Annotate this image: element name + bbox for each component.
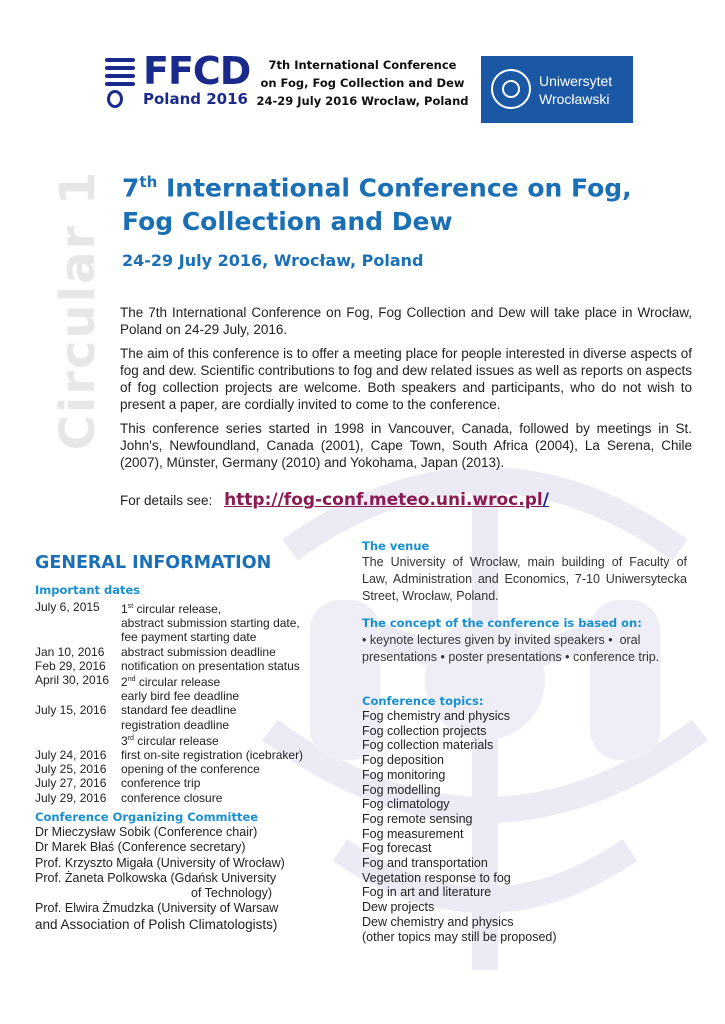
event-text: 1 xyxy=(121,602,128,616)
committee-member: Dr Mieczysław Sobik (Conference chair) xyxy=(35,825,258,839)
date-row xyxy=(35,616,303,630)
bullet-icon: • xyxy=(608,633,613,647)
event-cell xyxy=(121,630,256,644)
date-row xyxy=(35,732,303,748)
university-name-line: Wrocławski xyxy=(539,91,610,107)
event-text-rest: circular release xyxy=(133,733,219,748)
university-name-line: Uniwersytet xyxy=(539,73,613,89)
event-cell xyxy=(121,791,222,805)
topic-item: Fog climatology xyxy=(362,797,450,812)
date-row xyxy=(35,630,303,644)
date-cell: July 15, 2016 xyxy=(35,703,107,718)
committee-member: Prof. Krzyszto Migała (University of Wrocław) xyxy=(35,855,285,870)
date-cell xyxy=(35,718,121,732)
event-cell xyxy=(121,659,300,673)
date-row xyxy=(35,659,303,673)
event-text: abstract submission deadline xyxy=(121,644,276,659)
drop-icon xyxy=(107,90,123,108)
date-row xyxy=(35,791,303,805)
event-cell xyxy=(121,776,200,790)
committee-member: Prof. Żaneta Polkowska (Gdańsk University xyxy=(35,870,277,885)
committee-member: Dr Marek Błaś (Conference secretary) xyxy=(35,840,246,855)
topic-item: Vegetation response to fog xyxy=(362,870,511,885)
event-cell xyxy=(121,600,221,616)
concept-item: oral presentations xyxy=(362,633,641,664)
date-cell: July 29, 2016 xyxy=(35,790,107,805)
header-conf-line: 24-29 July 2016 Wroclaw, Poland xyxy=(256,94,469,108)
topic-item: Fog remote sensing xyxy=(362,811,473,826)
page-subtitle: 24-29 July 2016, Wrocław, Poland xyxy=(122,251,424,270)
event-cell xyxy=(121,645,276,659)
event-ordinal-sup: nd xyxy=(127,676,136,684)
details-line xyxy=(120,490,549,510)
date-cell: July 25, 2016 xyxy=(35,762,107,777)
venue-heading: The venue xyxy=(362,539,430,553)
event-cell xyxy=(121,689,239,703)
date-row xyxy=(35,762,303,776)
date-row xyxy=(35,689,303,703)
topic-item: Fog and transportation xyxy=(362,856,488,871)
date-cell xyxy=(35,630,121,644)
committee-member-cont: of Technology) xyxy=(191,886,273,901)
concept-list xyxy=(362,632,687,665)
event-text-rest: circular release, xyxy=(133,602,222,616)
date-row xyxy=(35,645,303,659)
event-cell xyxy=(121,762,260,776)
ffcd-logo xyxy=(105,49,251,114)
topic-item: Dew chemistry and physics xyxy=(362,914,514,929)
title-line2: Fog Collection and Dew xyxy=(122,207,453,237)
topic-item: Fog collection materials xyxy=(362,738,494,753)
intro-text xyxy=(120,304,692,478)
date-cell: July 24, 2016 xyxy=(35,748,107,763)
bullet-icon: • xyxy=(565,649,570,664)
ffcd-logo-subtitle: Poland 2016 xyxy=(143,90,248,108)
date-row xyxy=(35,673,303,689)
bullet-icon: • xyxy=(362,633,367,647)
university-name xyxy=(539,72,612,108)
date-cell xyxy=(35,689,121,703)
event-text: 2 xyxy=(121,675,128,690)
date-row xyxy=(35,748,303,762)
university-logo xyxy=(481,56,633,123)
important-dates-heading: Important dates xyxy=(35,583,141,597)
conference-website-link[interactable] xyxy=(224,490,549,510)
date-cell xyxy=(35,616,121,630)
event-text: notification on presentation status xyxy=(121,658,300,673)
date-row xyxy=(35,776,303,790)
event-cell xyxy=(121,703,236,717)
intro-paragraph: This conference series started in 1998 in Vancouver, Canada, followed by meetings in St. John's, Newfoundland, Canada (2001), Cape Town, South Africa (2004), La Serena, Chile (2007), Münster, Germany (2010) and Yokohama, Japan (2013). xyxy=(120,421,692,470)
topics-heading: Conference topics: xyxy=(362,694,484,708)
topic-item: Fog in art and literature xyxy=(362,885,492,900)
concept-heading: The concept of the conference is based on: xyxy=(362,616,642,630)
important-dates-list xyxy=(35,600,303,805)
date-cell: July 6, 2015 xyxy=(35,600,100,614)
link-text[interactable]: http://fog-conf.meteo.uni.wroc.pl xyxy=(224,490,543,510)
details-label: For details see: xyxy=(120,493,213,508)
link-slash[interactable]: / xyxy=(542,490,549,510)
concept-item: keynote lectures given by invited speakers xyxy=(369,633,605,647)
date-row xyxy=(35,703,303,717)
header-conf-line: 7th International Conference xyxy=(268,58,457,72)
event-cell xyxy=(121,748,303,762)
bullet-icon: • xyxy=(440,649,445,664)
event-cell xyxy=(121,718,229,732)
event-text: conference trip xyxy=(121,776,201,791)
event-text: 3 xyxy=(121,733,128,748)
date-cell: July 27, 2016 xyxy=(35,776,107,791)
date-cell: Feb 29, 2016 xyxy=(35,658,106,673)
event-text: early bird fee deadline xyxy=(121,689,240,704)
date-cell: Jan 10, 2016 xyxy=(35,644,105,659)
event-cell xyxy=(121,616,300,630)
event-text-rest: circular release xyxy=(135,675,221,690)
title-ordinal-sup: th xyxy=(139,173,158,191)
eagle-emblem-icon xyxy=(491,69,531,109)
topic-item: Fog collection projects xyxy=(362,723,487,738)
intro-paragraph: The 7th International Conference on Fog, Fog Collection and Dew will take place in Wrocław, Poland on 24-29 July, 2016. xyxy=(120,305,692,337)
date-cell: April 30, 2016 xyxy=(35,673,110,688)
committee-heading: Conference Organizing Committee xyxy=(35,810,259,824)
page-title xyxy=(122,165,702,239)
event-cell xyxy=(121,732,219,748)
title-line1: International Conference on Fog, xyxy=(157,173,632,203)
topic-item: Fog monitoring xyxy=(362,767,446,782)
event-text: opening of the conference xyxy=(121,762,260,777)
topic-item: Dew projects xyxy=(362,900,435,915)
header-conference-info xyxy=(255,56,470,110)
date-row xyxy=(35,718,303,732)
topic-item: Fog deposition xyxy=(362,753,445,768)
venue-text: The University of Wrocław, main building of Faculty of Law, Administration and Economics, 7-10 Uniwersytecka Street, Wrocław, Poland. xyxy=(362,555,687,603)
circular-label: Circular 1 xyxy=(50,169,106,451)
event-text: fee payment starting date xyxy=(121,630,257,645)
general-info-heading: GENERAL INFORMATION xyxy=(35,553,272,573)
event-text: first on-site registration (icebraker) xyxy=(121,748,304,763)
event-text: standard fee deadline xyxy=(121,703,237,718)
date-cell xyxy=(35,732,121,748)
concept-item: poster presentations xyxy=(448,649,562,664)
topic-item: Fog chemistry and physics xyxy=(362,709,510,723)
committee-member: and Association of Polish Climatologists) xyxy=(35,916,278,932)
event-text: registration deadline xyxy=(121,717,230,732)
event-ordinal-sup: rd xyxy=(127,734,134,742)
topics-list xyxy=(362,709,557,944)
title-ordinal: 7 xyxy=(122,173,140,203)
event-ordinal-sup: st xyxy=(127,603,134,610)
event-cell xyxy=(121,673,220,689)
event-text: abstract submission starting date, xyxy=(121,616,300,631)
topic-item: Fog measurement xyxy=(362,826,464,841)
intro-paragraph: The aim of this conference is to offer a meeting place for people interested in diverse aspects of fog and dew. Scientific contributions to fog and dew related issues as well as reports on aspects of fog collection projects are welcome. Both speakers and participants, who do not wish to present a paper, are cordially invited to come to the conference. xyxy=(120,346,692,412)
committee-list xyxy=(35,825,285,932)
concept-item: conference trip. xyxy=(573,649,660,664)
committee-member: Prof. Elwira Żmudzka (University of Warsaw xyxy=(35,901,279,916)
ffcd-logo-text: FFCD xyxy=(143,49,251,93)
topic-item: Fog forecast xyxy=(362,841,432,856)
header-conf-line: on Fog, Fog Collection and Dew xyxy=(260,76,465,90)
event-text: conference closure xyxy=(121,790,223,805)
topic-item: (other topics may still be proposed) xyxy=(362,929,557,944)
topic-item: Fog modelling xyxy=(362,782,441,797)
date-row xyxy=(35,600,303,616)
